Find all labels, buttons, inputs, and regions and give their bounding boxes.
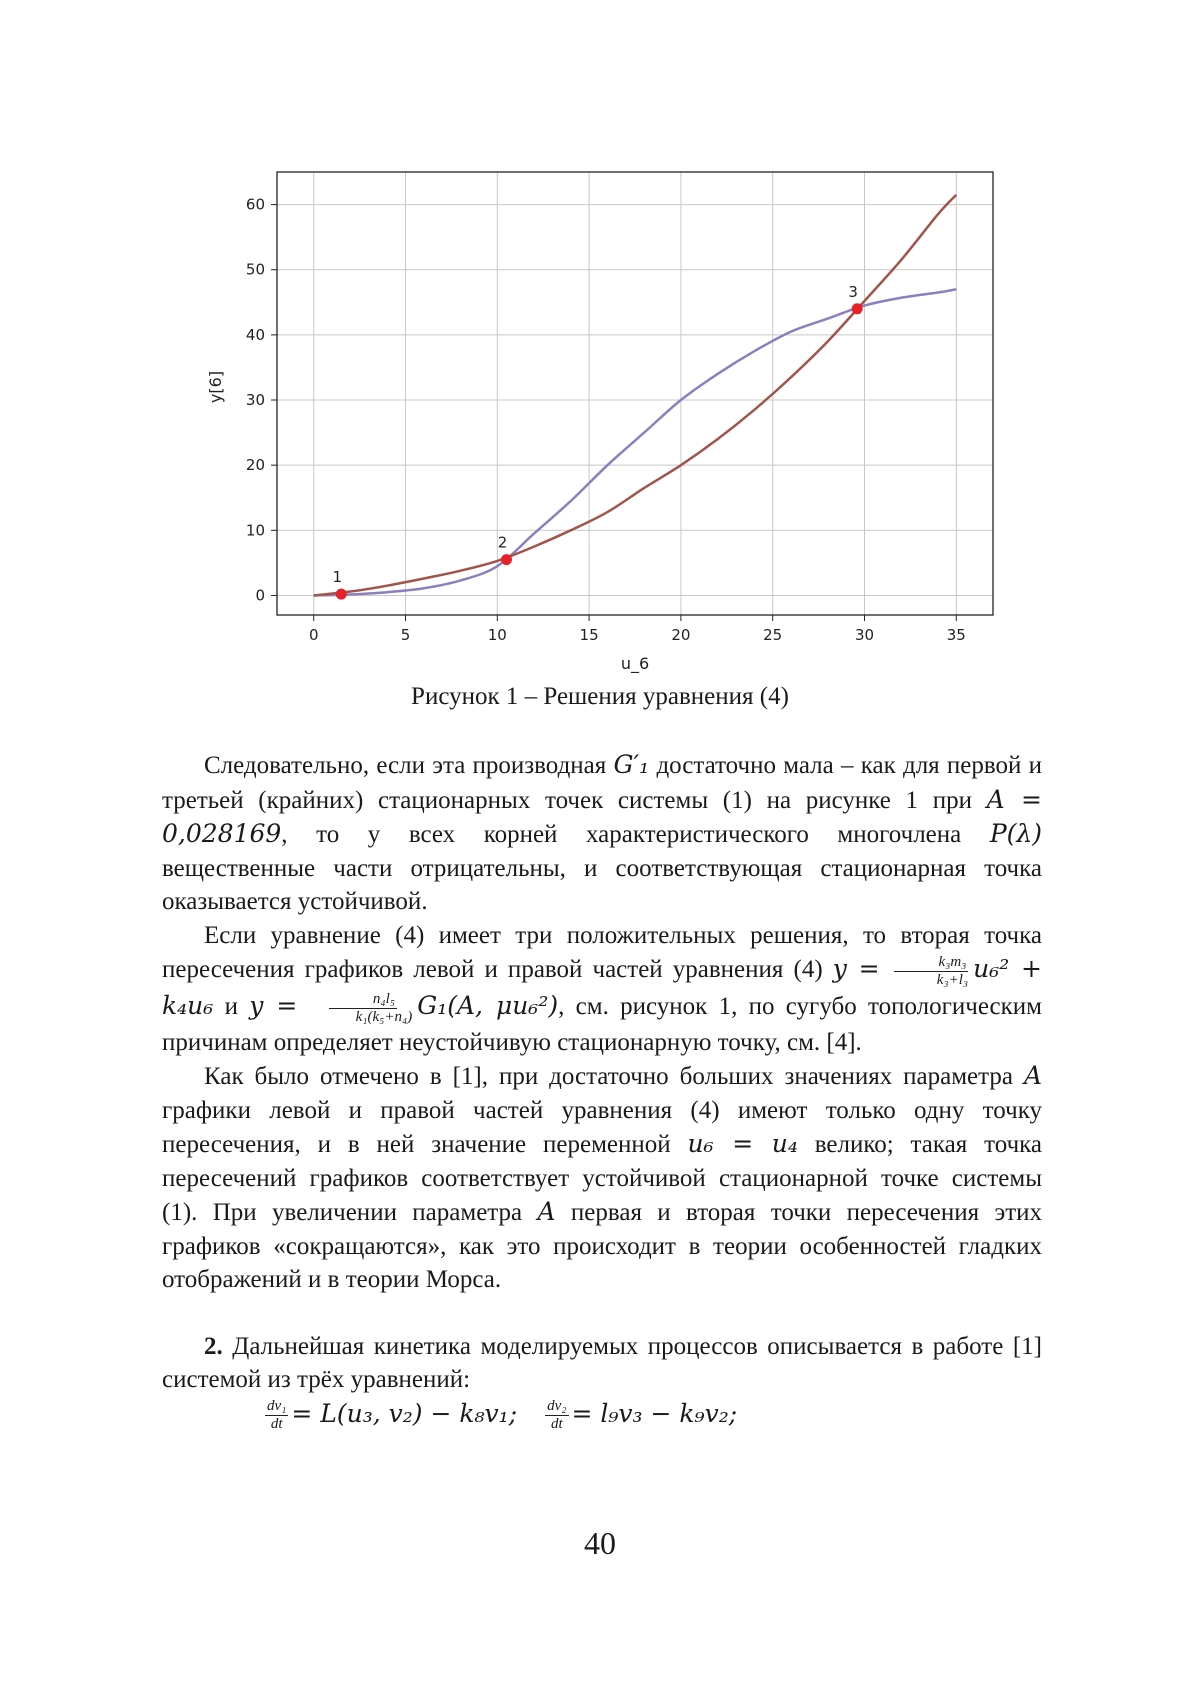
intersection-point-1	[336, 589, 347, 600]
body-text	[162, 748, 1042, 1433]
x-tick-label: 25	[763, 626, 783, 644]
paragraph-3: Как было отмечено в [1], при достаточно больших значениях параметра A графики левой и правой частей уравнения (4) имеют только одну точку пересечения, и в ней значение переменной u₆ = u₄ велико; такая точка пересечений графиков соответствует устойчивой стационарной точке системы (1). При увеличении параметра A первая и вторая точки пересечения этих графиков «сокращаются», как это происходит в теории особенностей гладких отображений и в теории Морса.	[162, 1061, 1043, 1294]
fraction-dv1-dt: $\frac{\text{dv₁}}{dt}$	[267, 1398, 287, 1433]
x-tick-label: 35	[946, 626, 966, 644]
y-tick-label: 40	[245, 325, 265, 344]
y-axis-label: y[6]	[206, 370, 225, 404]
intersection-point-2	[501, 554, 512, 565]
fraction-n4l5: $\frac{\text{n₄l₅}}{\text{k₁(k₅+n₄)}}$	[312, 991, 415, 1026]
figure-caption: Рисунок 1 – Решения уравнения (4)	[411, 683, 789, 710]
plot-frame	[277, 172, 993, 615]
y-tick-label: 20	[245, 456, 265, 475]
x-tick-label: 0	[308, 626, 319, 644]
x-tick-label: 15	[579, 626, 599, 644]
math-G1-prime: G′₁	[613, 750, 650, 779]
system-equations: $\frac{\text{dv₁}}{dt}$ = L(u₃, v₂) − k₈v₁; $\frac{\text{dv₂}}{dt}$ = l₉v₃ − k₉v₂;	[267, 1398, 738, 1433]
y-tick-label: 0	[255, 586, 265, 605]
math-P-lambda: P(λ)	[989, 819, 1042, 848]
chart-ticks	[246, 196, 966, 644]
math-A-value: A = 0,028169	[162, 784, 1043, 848]
fraction-k3m3: $\frac{\text{k₃m₃}}{\text{k₃+l₃}}$	[893, 954, 970, 989]
paragraph-2: Если уравнение (4) имеет три положительных решения, то вторая точка пересечения графиков левой и правой частей уравнения (4) y = $\frac{\text{k₃m₃}}{\text{k₃+l₃}}$ u₆² + k₄u₆ и y = $\frac{\text{n₄l₅}}{\text{k₁(k₅+n₄)}}$ G₁(A, μu₆²), см. рисунок 1, по сугубо топологическим причинам определяет неустойчивую стационарную точку, см. [4].	[162, 921, 1042, 1056]
point-label-1: 1	[332, 568, 343, 587]
fraction-dv2-dt: $\frac{\text{dv₂}}{dt}$	[547, 1398, 567, 1433]
y-tick-label: 10	[245, 521, 265, 540]
y-tick-label: 60	[245, 195, 265, 214]
x-tick-label: 5	[400, 626, 411, 644]
chart-series	[314, 195, 957, 596]
y-tick-label: 30	[245, 391, 265, 410]
x-axis-label: u_6	[620, 654, 650, 673]
paragraph-1: Следовательно, если эта производная G′₁ достаточно мала – как для первой и третьей (крайних) стационарных точек системы (1) на рисунке 1 при A = 0,028169, то у всех корней характеристического многочлена P(λ) вещественные части отрицательны, и соответствующая стационарная точка оказывается устойчивой.	[162, 750, 1043, 915]
series-line-2	[314, 195, 957, 596]
chart-grid	[277, 172, 993, 615]
point-label-3: 3	[848, 282, 858, 301]
intersection-point-3	[852, 303, 863, 314]
x-tick-label: 30	[854, 626, 875, 644]
page-number: 40	[584, 1525, 616, 1561]
y-tick-label: 50	[245, 260, 265, 279]
figure-chart	[200, 162, 1010, 677]
point-label-2: 2	[497, 533, 508, 552]
paragraph-4: 2. Дальнейшая кинетика моделируемых процессов описывается в работе [1] системой из трёх уравнений:	[162, 1332, 1042, 1394]
x-tick-label: 10	[487, 626, 507, 644]
x-tick-label: 20	[671, 626, 691, 644]
chart-points	[332, 283, 862, 600]
